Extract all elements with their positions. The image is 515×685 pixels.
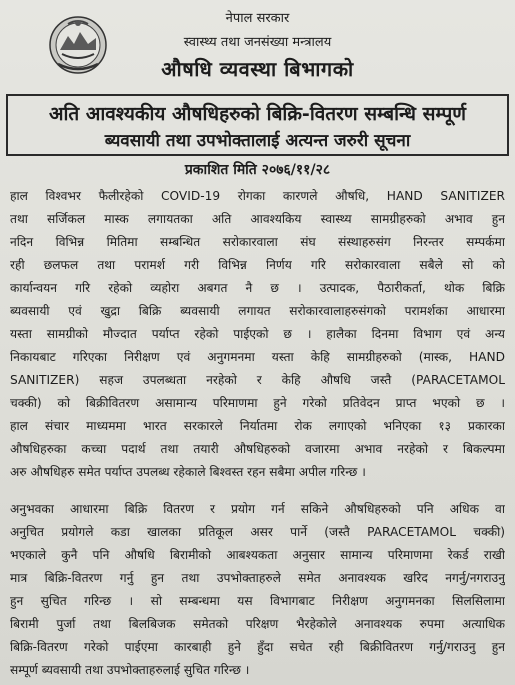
government-name: नेपाल सरकार bbox=[225, 11, 290, 26]
paragraph-line: हुन सुचित गरिन्छ । सो सम्बन्धमा यस विभागबाट निरीक्षण अनुगमनका सिलसिलामा bbox=[10, 594, 505, 608]
paragraph-line: अरु औषधिहरु समेत पर्याप्त उपलब्ध रहेकाले बिश्वस्त रहन सबैमा अपील गरिन्छ । bbox=[10, 465, 366, 479]
notice-title-line-2: ब्यवसायी तथा उपभोक्तालाई अत्यन्त जरुरी सूचना bbox=[104, 131, 411, 151]
paragraph-line: चक्की) को बिक्रीवितरण असामान्य परिमाणमा हुने गरेको प्रतिवेदन प्राप्त भएको छ । bbox=[10, 396, 505, 410]
paragraph-line: रही छलफल तथा परामर्श गरी विभिन्न निर्णय गरि सरोकारवाला सबैले सो को bbox=[10, 258, 505, 272]
paragraph-line: तथा सर्जिकल मास्क लगायतका अति आवश्यकिय स्वास्थ्य सामग्रीहरुको अभाव हुन bbox=[10, 212, 505, 226]
paragraph-line: भएकाले कुनै पनि औषधि बिरामीको आबश्यकता अनुसार सामान्य परिमाणमा रेकर्ड राखी bbox=[10, 548, 505, 562]
paragraph-line: हाल विश्वभर फैलीरहेको COVID-19 रोगका कारणले औषधि, HAND SANITIZER bbox=[10, 189, 505, 203]
department-name: औषधि व्यवस्था बिभागको bbox=[161, 57, 354, 81]
paragraph-line: नदिन विभिन्न मितिमा सम्बन्धित सरोकारवाला संघ संस्थाहरुसंग निरन्तर सम्पर्कमा bbox=[10, 235, 505, 249]
paragraph-line: बिरामी पुर्जा तथा बिलबिजक समेतको परिक्षण भैरहेकोले अनावश्यक रुपमा अत्याधिक bbox=[10, 617, 505, 631]
notice-title-box bbox=[6, 94, 509, 156]
paragraph-2 bbox=[10, 498, 505, 682]
paragraph-line: अनुचित प्रयोगले कडा खालका प्रतिकूल असर पार्ने (जस्तै PARACETAMOL चक्की) bbox=[10, 525, 505, 539]
notice-title-line-1: अति आवश्यकीय औषधिहरुको बिक्रि-वितरण सम्बन्धि सम्पूर्ण bbox=[48, 103, 467, 125]
published-date: प्रकाशित मिति २०७६/११/२८ bbox=[184, 162, 331, 178]
paragraph-line: हाल संचार माध्यममा भारत सरकारले निर्यातमा रोक लगाएको भनिएका १३ प्रकारका bbox=[10, 419, 505, 433]
paragraph-1 bbox=[10, 185, 505, 484]
ministry-name: स्वास्थ्य तथा जनसंख्या मन्त्रालय bbox=[183, 35, 332, 50]
paragraph-line: बिक्रि-वितरण गरेको पाईएमा कारबाही हुने हुँदा सचेत रही बिक्रीवितरण गर्नु/गराउनु हुन bbox=[10, 640, 505, 654]
paragraph-line: यस्ता सामग्रीको मौज्दात पर्याप्त रहेको पाईएको छ । हालैका दिनमा विभाग एवं अन्य bbox=[10, 327, 505, 341]
paragraph-line: औषधिहरुका कच्चा पदार्थ तथा तयारी औषधिहरुको वजारमा अभाव नरहेको र बिकल्पमा bbox=[10, 442, 505, 456]
paragraph-line: मात्र बिक्रि-वितरण गर्नु हुन तथा उपभोक्ताहरुले समेत अनावश्यक खरिद नगर्नु/नगराउनु bbox=[10, 571, 505, 585]
paragraph-line: सम्पूर्ण ब्यवसायी तथा उपभोक्ताहरुलाई सुचित गरिन्छ । bbox=[10, 663, 250, 677]
header bbox=[0, 0, 515, 92]
paragraph-line: SANITIZER) सहज उपलब्धता नरहेको र केहि औषधि जस्तै (PARACETAMOL bbox=[10, 373, 505, 387]
paragraph-line: निकायबाट गरिएका निरीक्षण एवं अनुगमनमा यस्ता केहि सामग्रीहरुको (मास्क, HAND bbox=[10, 350, 505, 364]
paragraph-line: कार्यान्वयन गरि रहेको व्यहोरा अबगत नै छ । उत्पादक, पैठारीकर्ता, थोक बिक्रि bbox=[10, 281, 505, 295]
paragraph-line: अनुभवका आधारमा बिक्रि वितरण र प्रयोग गर्न सकिने औषधिहरुको पनि अधिक वा bbox=[10, 502, 505, 516]
paragraph-line: ब्यवसायी एवं खुद्रा बिक्रि ब्यवसायी लगायत सरोकारवालाहरुसंगको परामर्शका आधारमा bbox=[10, 304, 505, 318]
